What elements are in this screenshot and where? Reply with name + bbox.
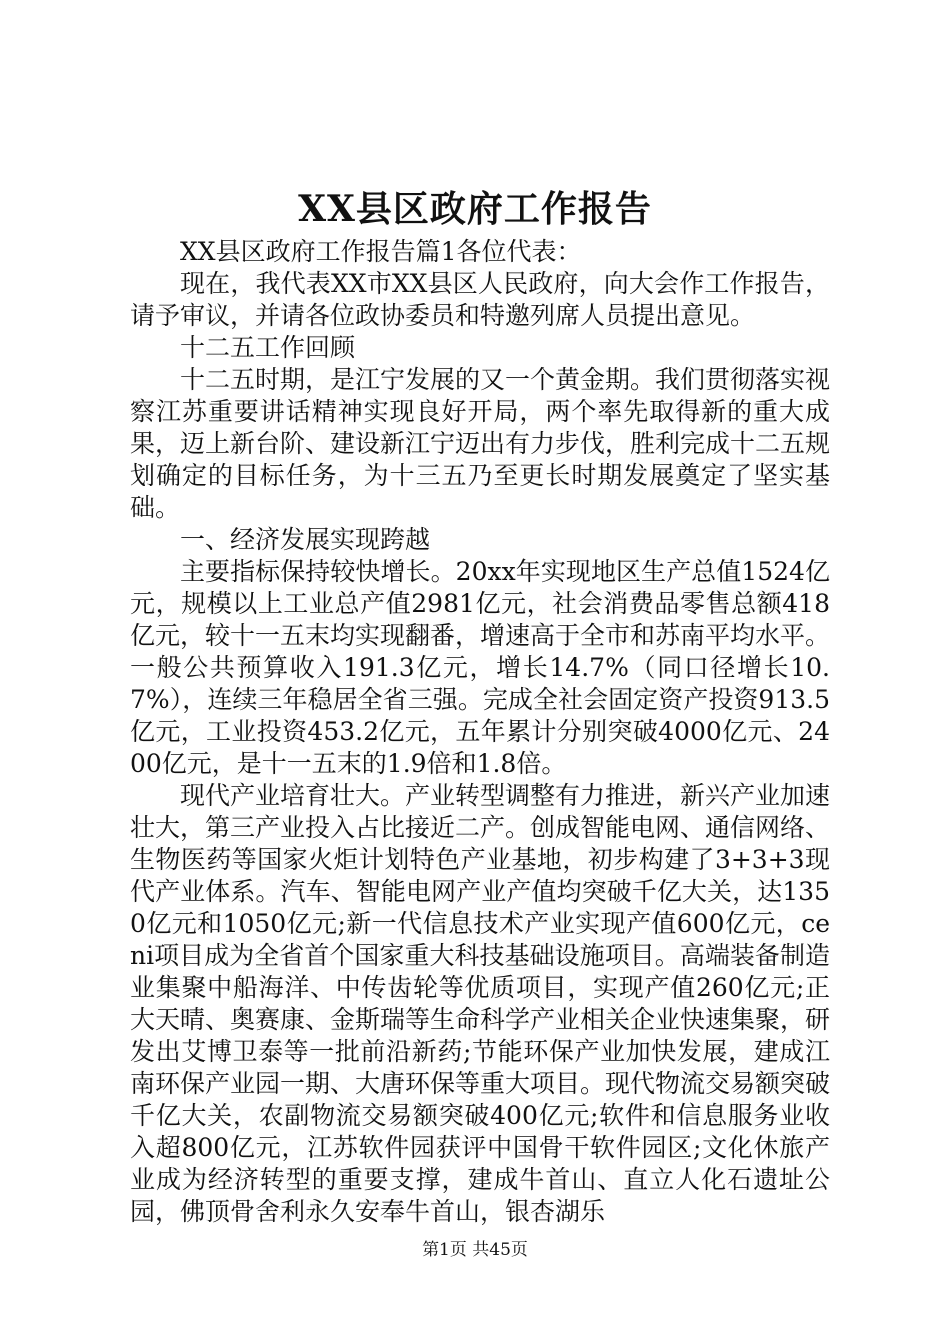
page-footer bbox=[0, 1238, 950, 1262]
paragraph-intro: XX县区政府工作报告篇1各位代表： bbox=[180, 237, 582, 266]
paragraph-industry: 现代产业培育壮大。产业转型调整有力推进，新兴产业加速壮大，第三产业投入占比接近二产。创成智能电网、通信网络、生物医药等国家火炬计划特色产业基地，初步构建了3+3+3现代产业体系。汽车、智能电网产业产值均突破千亿大关，达1350亿元和1050亿元;新一代信息技术产业实现产值600亿元，ceni项目成为全省首个国家重大科技基础设施项目。高端装备制造业集聚中船海洋、中传齿轮等优质项目，实现产值260亿元;正大天晴、奥赛康、金斯瑞等生命科学产业相关企业快速集聚，研发出艾博卫泰等一批前沿新药;节能环保产业加快发展，建成江南环保产业园一期、大唐环保等重大项目。现代物流交易额突破千亿大关，农副物流交易额突破400亿元;软件和信息服务业收入超800亿元，江苏软件园获评中国骨干软件园区;文化休旅产业成为经济转型的重要支撑，建成牛首山、直立人化石遗址公园，佛顶骨舍利永久安奉牛首山，银杏湖乐 bbox=[130, 781, 831, 1226]
document-title: XX县区政府工作报告 bbox=[298, 188, 652, 230]
page-total: 共45页 bbox=[472, 1240, 528, 1260]
paragraph-opening: 现在，我代表XX市XX县区人民政府，向大会作工作报告，请予审议，并请各位政协委员和特邀列席人员提出意见。 bbox=[130, 269, 830, 330]
document-body bbox=[130, 236, 830, 1228]
paragraph-review-summary: 十二五时期，是江宁发展的又一个黄金期。我们贯彻落实视察江苏重要讲话精神实现良好开局，两个率先取得新的重大成果，迈上新台阶、建设新江宁迈出有力步伐，胜利完成十二五规划确定的目标任务，为十三五乃至更长时期发展奠定了坚实基础。 bbox=[130, 365, 831, 522]
paragraph-indicators: 主要指标保持较快增长。20xx年实现地区生产总值1524亿元，规模以上工业总产值2981亿元，社会消费品零售总额418亿元，较十一五末均实现翻番，增速高于全市和苏南平均水平。一般公共预算收入191.3亿元，增长14.7%（同口径增长10.7%），连续三年稳居全省三强。完成全社会固定资产投资913.5亿元，工业投资453.2亿元，五年累计分别突破4000亿元、2400亿元，是十一五末的1.9倍和1.8倍。 bbox=[130, 557, 831, 778]
section-heading-economy: 一、经济发展实现跨越 bbox=[180, 525, 431, 554]
page-number: 第1页 bbox=[422, 1240, 467, 1260]
section-heading-review: 十二五工作回顾 bbox=[180, 333, 356, 362]
